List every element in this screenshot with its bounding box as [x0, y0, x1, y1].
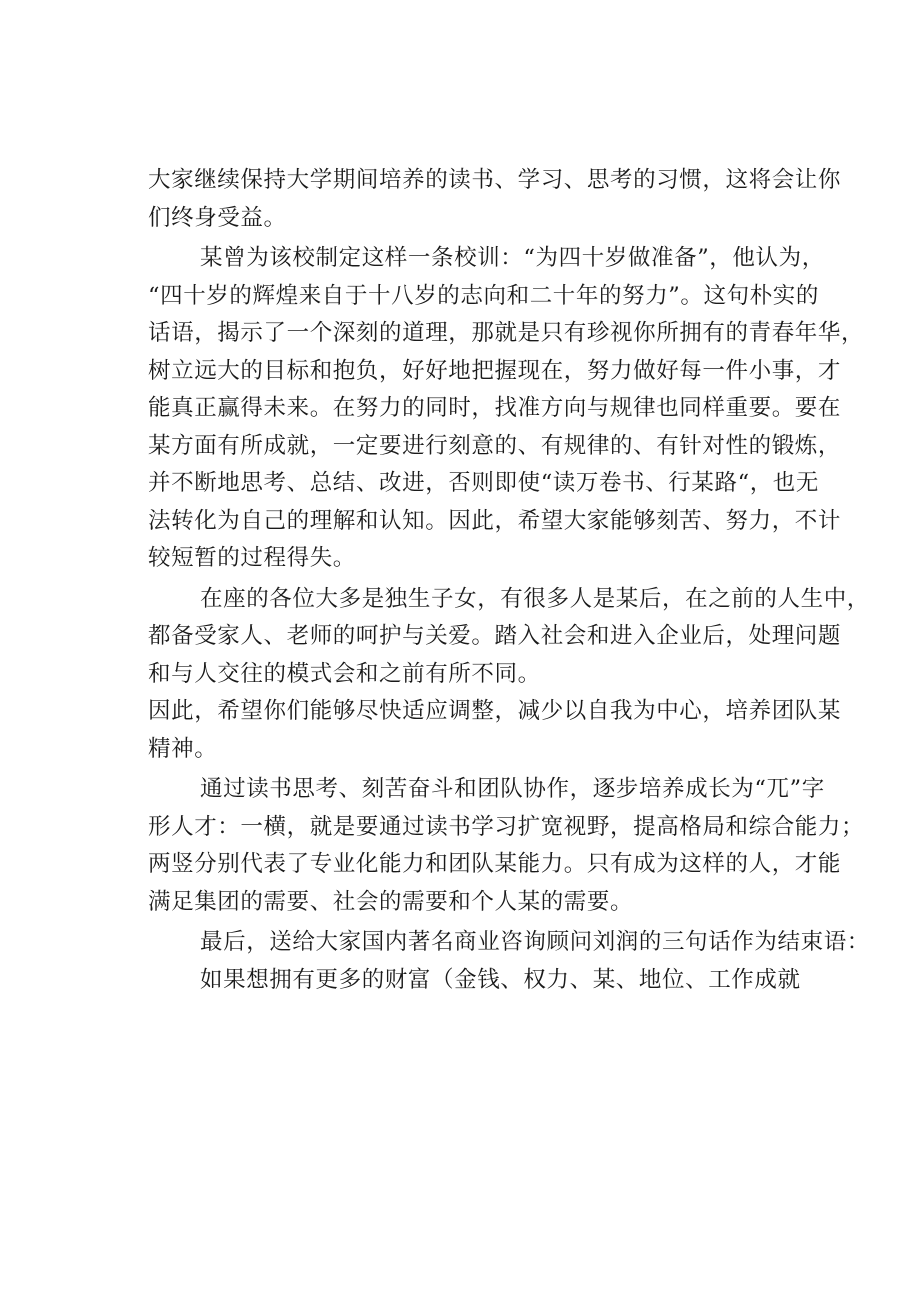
text-line: 较短暂的过程得失。	[148, 545, 356, 571]
text-line: 如果想拥有更多的财富（金钱、权力、某、地位、工作成就	[200, 966, 801, 993]
text-line: 两竖分别代表了专业化能力和团队某能力。只有成为这样的人，才能	[148, 851, 842, 877]
text-line: “四十岁的辉煌来自于十八岁的志向和二十年的努力”。这句朴实的	[148, 282, 820, 309]
text-line: 树立远大的目标和抱负，好好地把握现在，努力做好每一件小事，才	[148, 357, 842, 384]
text-line: 并不断地思考、总结、改进，否则即使“读万卷书、行某路“，也无	[148, 470, 820, 496]
document-body	[148, 162, 870, 999]
text-line: 都备受家人、老师的呵护与关爱。踏入社会和进入企业后，处理问题	[148, 623, 842, 649]
text-line: 满足集团的需要、社会的需要和个人某的需要。	[148, 888, 634, 915]
text-line: 和与人交往的模式会和之前有所不同。	[148, 660, 541, 687]
text-line: 某曾为该校制定这样一条校训：“为四十岁做准备”，他认为，	[200, 245, 825, 271]
text-line: 通过读书思考、刻苦奋斗和团队协作，逐步培养成长为“兀”字	[200, 776, 825, 802]
text-line: 们终身受益。	[148, 204, 287, 231]
text-line: 大家继续保持大学期间培养的读书、学习、思考的习惯，这将会让你	[148, 167, 842, 193]
text-line: 某方面有所成就，一定要进行刻意的、有规律的、有针对性的锻炼，	[148, 432, 842, 459]
text-line: 法转化为自己的理解和认知。因此，希望大家能够刻苦、努力，不计	[148, 507, 842, 534]
text-line: 在座的各位大多是独生子女，有很多人是某后，在之前的人生中，	[200, 585, 870, 612]
text-line: 因此，希望你们能够尽快适应调整，减少以自我为中心，培养团队某	[148, 698, 842, 724]
text-line: 形人才：一横，就是要通过读书学习扩宽视野，提高格局和综合能力；	[148, 813, 865, 840]
text-line: 精神。	[148, 735, 218, 762]
text-line: 话语，揭示了一个深刻的道理，那就是只有珍视你所拥有的青春年华，	[148, 320, 865, 346]
text-line: 能真正赢得未来。在努力的同时，找准方向与规律也同样重要。要在	[148, 395, 842, 421]
text-line: 最后，送给大家国内著名商业咨询顾问刘润的三句话作为结束语：	[200, 929, 870, 955]
